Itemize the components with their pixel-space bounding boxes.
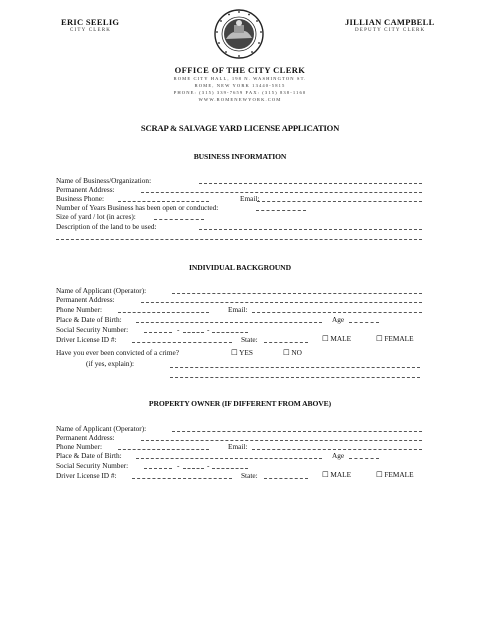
applicant-age-label: Age	[332, 315, 345, 324]
applicant-license-label: Driver License ID #:	[56, 335, 117, 344]
ssn-separator: -	[177, 461, 180, 470]
applicant-birth-field[interactable]	[136, 322, 322, 323]
crime-explain-label: (if yes, explain):	[86, 359, 135, 368]
office-title: OFFICE OF THE CITY CLERK	[174, 65, 306, 75]
business-email-field[interactable]	[257, 201, 422, 202]
owner-name-label: Name of Applicant (Operator):	[56, 424, 147, 433]
owner-email-label: Email:	[228, 442, 248, 451]
business-name-field[interactable]	[199, 183, 422, 184]
land-description-field[interactable]	[199, 229, 422, 230]
crime-explain-field-line2[interactable]	[170, 377, 420, 378]
applicant-email-label: Email:	[228, 305, 248, 314]
city-seal-icon	[214, 9, 264, 59]
deputy-clerk-title: DEPUTY CITY CLERK	[355, 28, 426, 33]
owner-state-label: State:	[241, 471, 258, 480]
owner-phone-field[interactable]	[118, 449, 209, 450]
owner-address-field[interactable]	[141, 440, 422, 441]
business-address-field[interactable]	[141, 192, 422, 193]
owner-female-checkbox[interactable]: ☐ FEMALE	[376, 470, 414, 479]
owner-ssn-part2[interactable]	[183, 468, 204, 469]
business-address-label: Permanent Address:	[56, 185, 115, 194]
owner-birth-field[interactable]	[136, 458, 322, 459]
owner-name-field[interactable]	[172, 431, 422, 432]
applicant-male-checkbox[interactable]: ☐ MALE	[322, 334, 352, 343]
applicant-ssn-part1[interactable]	[144, 332, 172, 333]
business-phone-field[interactable]	[118, 201, 209, 202]
yard-size-field[interactable]	[154, 219, 204, 220]
owner-ssn-part3[interactable]	[212, 468, 248, 469]
owner-license-label: Driver License ID #:	[56, 471, 117, 480]
owner-phone-label: Phone Number:	[56, 442, 103, 451]
owner-age-label: Age	[332, 451, 345, 460]
owner-ssn-label: Social Security Number:	[56, 461, 129, 470]
ssn-separator: -	[177, 325, 180, 334]
office-address-line1: ROME CITY HALL, 198 N. WASHINGTON ST.	[173, 76, 307, 81]
land-description-label: Description of the land to be used:	[56, 222, 157, 231]
crime-no-checkbox[interactable]: ☐ NO	[283, 348, 302, 357]
clerk-title: CITY CLERK	[70, 28, 112, 33]
applicant-email-field[interactable]	[252, 312, 422, 313]
crime-question-label: Have you ever been convicted of a crime?	[56, 348, 179, 357]
applicant-ssn-part2[interactable]	[183, 332, 204, 333]
ssn-separator: -	[207, 325, 210, 334]
owner-license-field[interactable]	[132, 478, 232, 479]
applicant-phone-field[interactable]	[118, 312, 209, 313]
applicant-birth-label: Place & Date of Birth:	[56, 315, 122, 324]
owner-male-checkbox[interactable]: ☐ MALE	[322, 470, 352, 479]
deputy-clerk-name: JILLIAN CAMPBELL	[345, 17, 435, 27]
business-phone-label: Business Phone:	[56, 194, 105, 203]
crime-explain-field[interactable]	[170, 367, 420, 368]
applicant-age-field[interactable]	[349, 322, 379, 323]
applicant-state-label: State:	[241, 335, 258, 344]
section-individual-heading: INDIVIDUAL BACKGROUND	[189, 263, 291, 272]
applicant-address-field[interactable]	[141, 302, 422, 303]
business-name-label: Name of Business/Organization:	[56, 176, 152, 185]
owner-age-field[interactable]	[349, 458, 379, 459]
applicant-license-field[interactable]	[132, 342, 232, 343]
business-years-label: Number of Years Business has been open or conducted:	[56, 203, 219, 212]
applicant-state-field[interactable]	[264, 342, 308, 343]
business-email-label: Email:	[240, 194, 260, 203]
form-title: SCRAP & SALVAGE YARD LICENSE APPLICATION	[140, 123, 340, 133]
applicant-name-field[interactable]	[172, 293, 422, 294]
ssn-separator: -	[207, 461, 210, 470]
female-label: FEMALE	[384, 334, 414, 343]
male-label: MALE	[330, 470, 352, 479]
owner-address-label: Permanent Address:	[56, 433, 115, 442]
no-label: NO	[291, 348, 302, 357]
applicant-ssn-part3[interactable]	[212, 332, 248, 333]
owner-state-field[interactable]	[264, 478, 308, 479]
owner-email-field[interactable]	[252, 449, 422, 450]
applicant-address-label: Permanent Address:	[56, 295, 115, 304]
office-website: WWW.ROMENEWYORK.COM	[198, 97, 282, 102]
applicant-female-checkbox[interactable]: ☐ FEMALE	[376, 334, 414, 343]
section-owner-heading: PROPERTY OWNER (IF DIFFERENT FROM ABOVE)	[148, 399, 332, 408]
owner-ssn-part1[interactable]	[144, 468, 172, 469]
land-description-field-line2[interactable]	[56, 239, 422, 240]
office-address-line2: ROME, NEW YORK 13440-5815	[194, 83, 286, 88]
owner-birth-label: Place & Date of Birth:	[56, 451, 122, 460]
crime-yes-checkbox[interactable]: ☐ YES	[231, 348, 253, 357]
clerk-name: ERIC SEELIG	[61, 17, 120, 27]
applicant-ssn-label: Social Security Number:	[56, 325, 129, 334]
office-phone-fax: PHONE: (315) 339-7659 FAX: (315) 838-1160	[173, 90, 307, 95]
applicant-phone-label: Phone Number:	[56, 305, 103, 314]
applicant-name-label: Name of Applicant (Operator):	[56, 286, 147, 295]
yard-size-label: Size of yard / lot (in acres):	[56, 212, 136, 221]
yes-label: YES	[239, 348, 253, 357]
section-business-heading: BUSINESS INFORMATION	[193, 152, 287, 161]
business-years-field[interactable]	[256, 210, 306, 211]
male-label: MALE	[330, 334, 352, 343]
female-label: FEMALE	[384, 470, 414, 479]
